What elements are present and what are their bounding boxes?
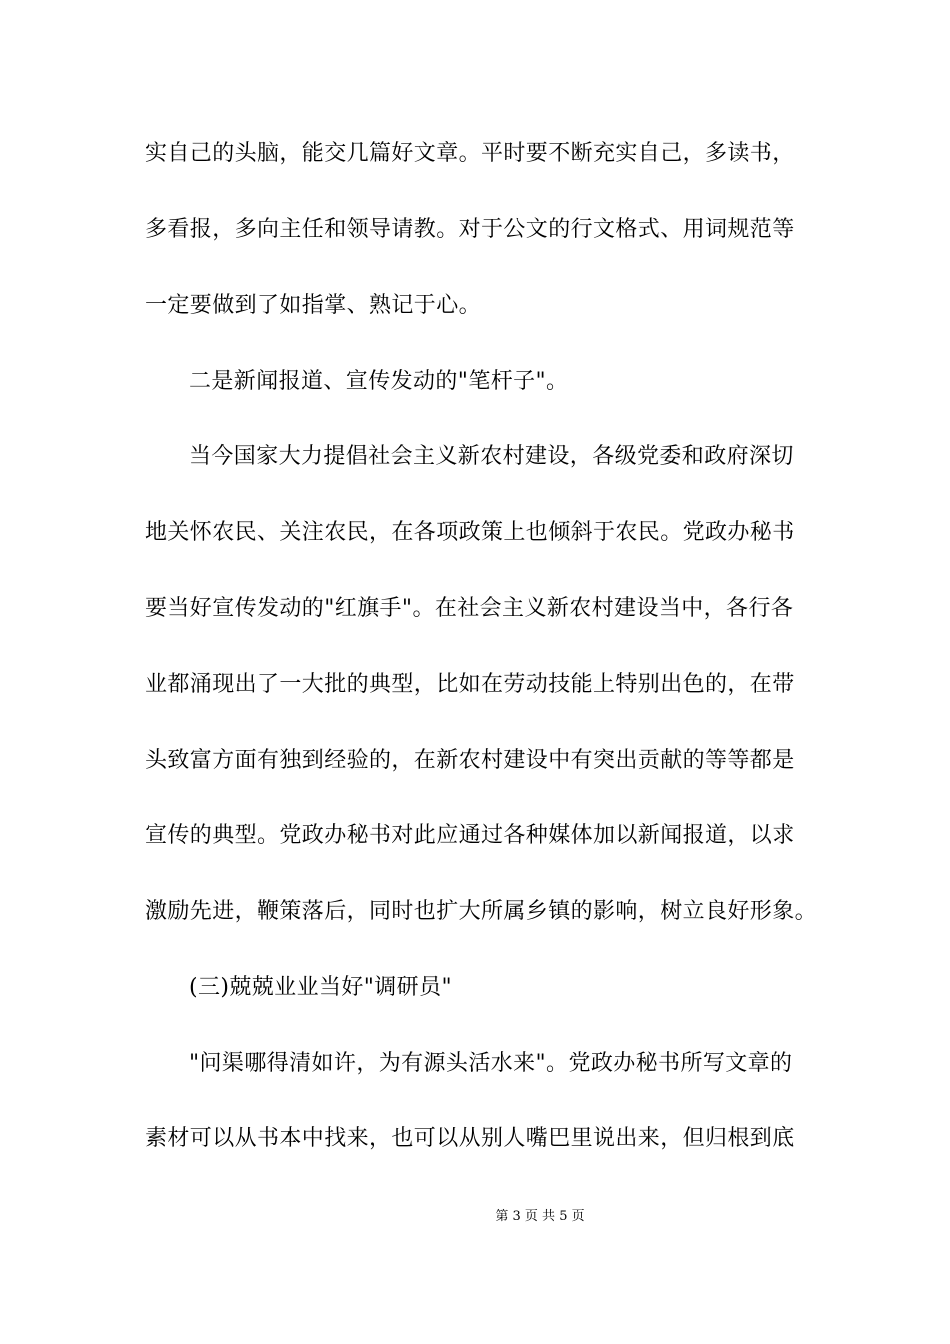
page-number: 第 3 页 共 5 页: [495, 1209, 585, 1224]
text-line: 实自己的头脑，能交几篇好文章。平时要不断充实自己，多读书，: [145, 141, 795, 166]
text-line: 二是新闻报道、宣传发动的"笔杆子"。: [189, 369, 569, 394]
text-line: 要当好宣传发动的"红旗手"。在社会主义新农村建设当中，各行各: [145, 596, 794, 621]
text-line: 当今国家大力提倡社会主义新农村建设，各级党委和政府深切: [189, 444, 794, 469]
text-line: "问渠哪得清如许，为有源头活水来"。党政办秘书所写文章的: [189, 1051, 793, 1076]
text-line: 业都涌现出了一大批的典型，比如在劳动技能上特别出色的，在带: [145, 672, 795, 697]
text-line: 激励先进，鞭策落后，同时也扩大所属乡镇的影响，树立良好形象。: [145, 899, 818, 924]
text-line: (三)兢兢业业当好"调研员": [189, 975, 453, 1000]
text-line: 一定要做到了如指掌、熟记于心。: [145, 293, 482, 318]
text-line: 地关怀农民、关注农民，在各项政策上也倾斜于农民。党政办秘书: [145, 520, 795, 545]
text-line: 素材可以从书本中找来，也可以从别人嘴巴里说出来，但归根到底: [145, 1126, 795, 1151]
text-line: 多看报，多向主任和领导请教。对于公文的行文格式、用词规范等: [145, 217, 795, 242]
text-line: 宣传的典型。党政办秘书对此应通过各种媒体加以新闻报道，以求: [145, 823, 795, 848]
text-line: 头致富方面有独到经验的，在新农村建设中有突出贡献的等等都是: [145, 748, 795, 773]
